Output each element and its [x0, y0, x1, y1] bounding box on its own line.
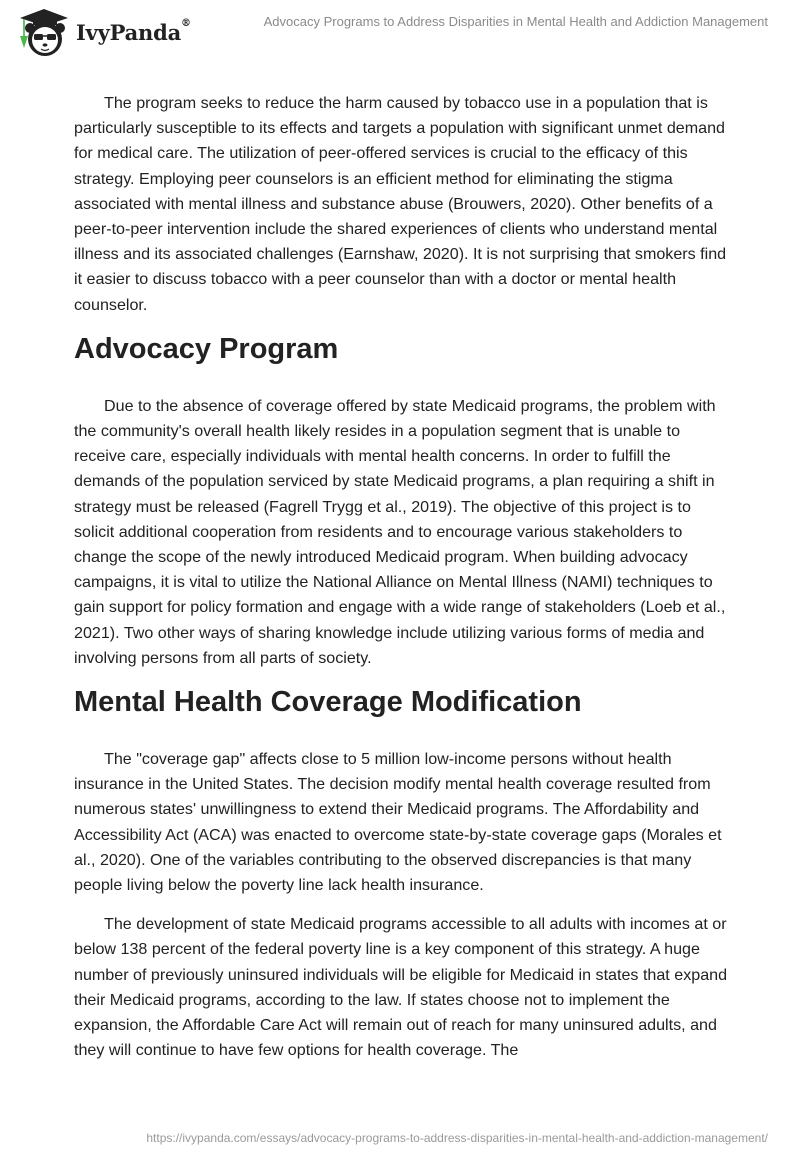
essay-body — [74, 91, 734, 1078]
panda-graduation-cap-icon — [14, 6, 70, 58]
paragraph: The program seeks to reduce the harm caused by tobacco use in a population that is particularly susceptible to its effects and targets a population with significant unmet demand for medical care. The utilization of peer-offered services is crucial to the efficacy of this strategy. Employing peer counselors is an efficient method for eliminating the stigma associated with mental illness and substance abuse (Brouwers, 2020). Other benefits of a peer-to-peer intervention include the shared experiences of clients who understand mental illness and its associated challenges (Earnshaw, 2020). It is not surprising that smokers find it easier to discuss tobacco with a peer counselor than with a doctor or mental health counselor. — [74, 94, 727, 314]
paragraph: The development of state Medicaid programs accessible to all adults with incomes at or below 138 percent of the federal poverty line is a key component of this strategy. A huge number of previously uninsured individuals will be eligible for Medicaid in states that expand their Medicaid programs, according to the law. If states choose not to implement the expansion, the Affordable Care Act will remain out of reach for many uninsured adults, and they will continue to have few options for health coverage. The — [74, 915, 728, 1060]
paragraph: Due to the absence of coverage offered by state Medicaid programs, the problem with the community's overall health likely resides in a population segment that is unable to receive care, especially individuals with mental health concerns. In order to fulfill the demands of the population serviced by state Medicaid programs, a plan requiring a shift in strategy must be released (Fagrell Trygg et al., 2019). The objective of this project is to solicit additional cooperation from residents and to encourage various stakeholders to change the scope of the newly introduced Medicaid program. When building advocacy campaigns, it is vital to utilize the National Alliance on Mental Illness (NAMI) techniques to gain support for policy formation and engage with a wide range of stakeholders (Loeb et al., 2021). Two other ways of sharing knowledge include utilizing various forms of media and involving persons from all parts of society. — [74, 396, 726, 667]
document-title: Advocacy Programs to Address Disparities in Mental Health and Addiction Management — [263, 14, 768, 29]
page-header — [0, 0, 800, 60]
paragraph: The "coverage gap" affects close to 5 million low-income persons without health insurance in the United States. The decision modify mental health coverage resulted from numerous states' unwillingness to extend their Medicaid programs. The Affordability and Accessibility Act (ACA) was enacted to overcome state-by-state coverage gaps (Morales et al., 2020). One of the variables contributing to the observed discrepancies is that many people living below the poverty line lack health insurance. — [74, 750, 722, 895]
footer-url[interactable]: https://ivypanda.com/essays/advocacy-programs-to-address-disparities-in-mental-health-and-addiction-management/ — [146, 1131, 768, 1145]
ivypanda-logo[interactable] — [14, 6, 191, 58]
section-heading-mental-health-coverage: Mental Health Coverage Modification — [74, 686, 582, 719]
section-heading-advocacy-program: Advocacy Program — [74, 332, 339, 365]
brand-name: IvyPanda® — [76, 17, 191, 45]
